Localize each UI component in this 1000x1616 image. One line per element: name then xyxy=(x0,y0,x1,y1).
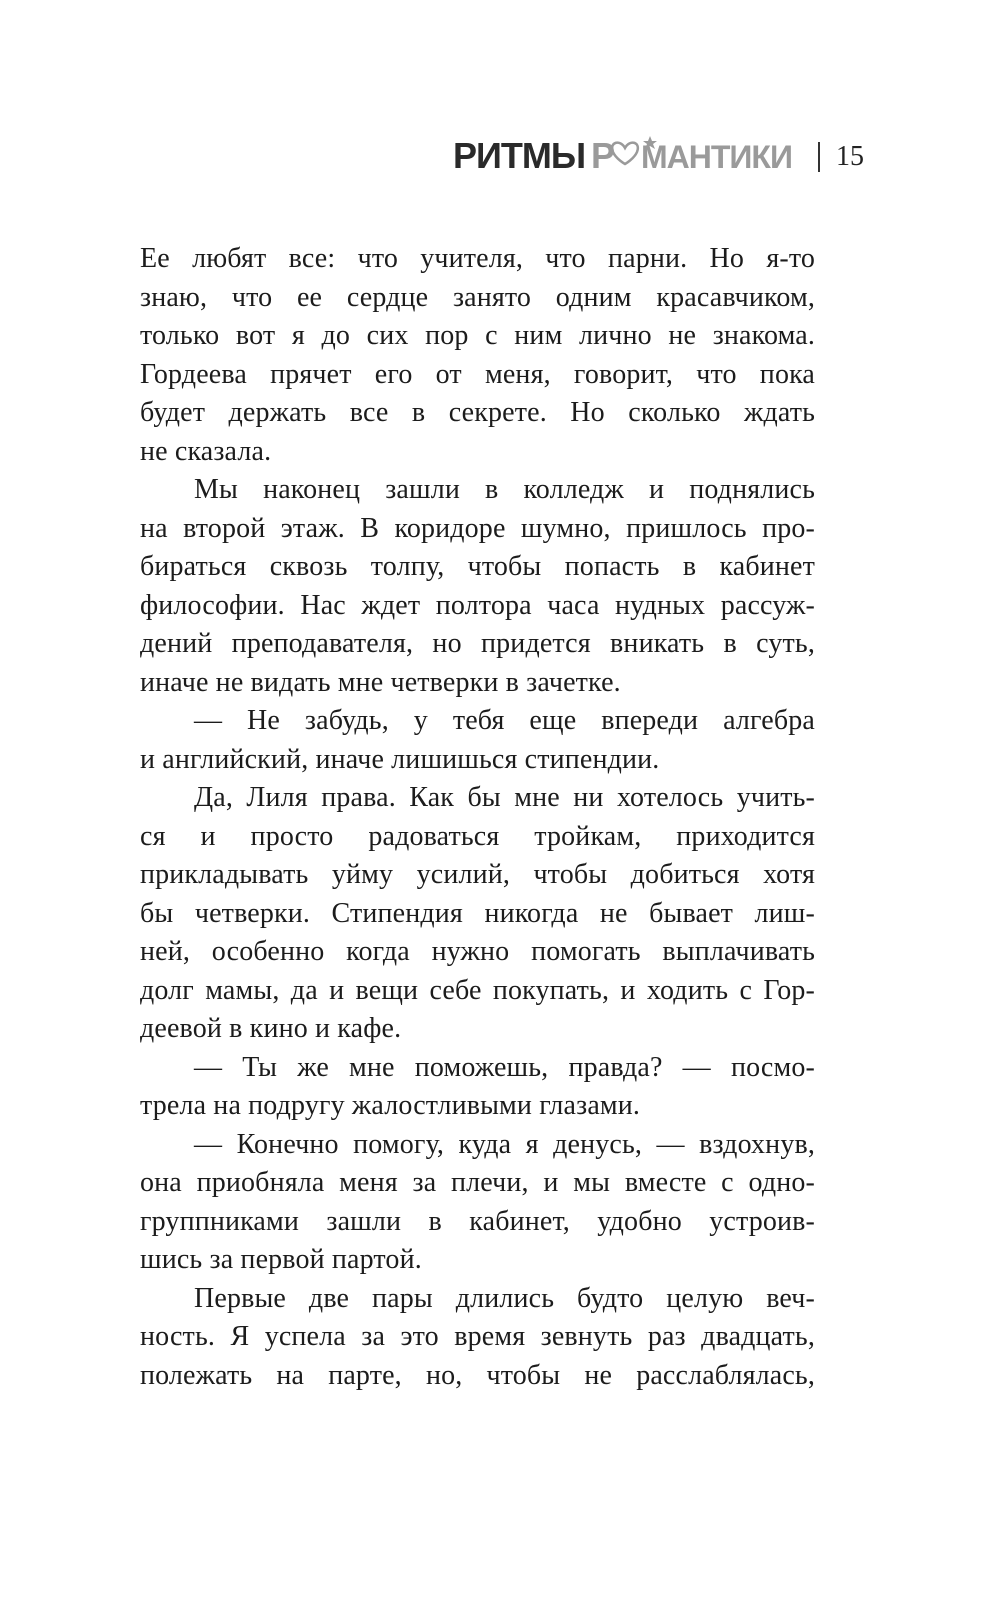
text-line: группниками зашли в кабинет, удобно устроив- xyxy=(140,1205,815,1237)
heart-icon xyxy=(612,143,638,164)
text-line: и английский, иначе лишишься стипендии. xyxy=(140,743,660,775)
text-line: знаю, что ее сердце занято одним красавчиком, xyxy=(140,281,815,313)
text-line: бы четверки. Стипендия никогда не бывает лиш- xyxy=(140,897,815,929)
text-line: ней, особенно когда нужно помогать выплачивать xyxy=(140,936,815,967)
text-line: трела на подругу жалостливыми глазами. xyxy=(140,1090,641,1121)
text-line: дений преподавателя, но придется вникать в суть, xyxy=(140,628,815,659)
text-line: прикладывать уйму усилий, чтобы добиться хотя xyxy=(140,859,815,890)
text-line: долг мамы, да и вещи себе покупать, и ходить с Гор- xyxy=(140,974,815,1006)
text-line: шись за первой партой. xyxy=(140,1244,422,1275)
series-title-part3: МАНТИКИ xyxy=(641,139,792,175)
text-line: ность. Я успела за это время зевнуть раз двадцать, xyxy=(140,1321,815,1352)
text-line: бираться сквозь толпу, чтобы попасть в кабинет xyxy=(140,551,815,582)
text-line: — Ты же мне поможешь, правда? — посмо- xyxy=(194,1051,815,1083)
text-line: только вот я до сих пор с ним лично не знакома. xyxy=(140,320,815,351)
series-logo xyxy=(453,134,795,176)
header-divider xyxy=(818,142,820,172)
text-line: Гордеева прячет его от меня, говорит, что пока xyxy=(140,358,815,390)
text-line: — Конечно помогу, куда я денусь, — вздохнув, xyxy=(194,1128,815,1160)
text-line: философии. Нас ждет полтора часа нудных рассуж- xyxy=(140,589,815,621)
text-line: Да, Лиля права. Как бы мне ни хотелось учить- xyxy=(194,782,815,813)
text-line: будет держать все в секрете. Но сколько ждать xyxy=(140,397,815,428)
series-logo-graphic xyxy=(453,134,795,176)
series-title-part1: РИТМЫ xyxy=(453,135,586,176)
text-line: — Не забудь, у тебя еще впереди алгебра xyxy=(194,705,815,736)
text-line: полежать на парте, но, чтобы не расслаблялась, xyxy=(140,1359,815,1391)
text-line: иначе не видать мне четверки в зачетке. xyxy=(140,666,621,698)
text-line: Мы наконец зашли в колледж и поднялись xyxy=(194,474,815,505)
text-line: Первые две пары длились будто целую веч- xyxy=(194,1282,815,1314)
text-line: на второй этаж. В коридоре шумно, пришлось про- xyxy=(140,512,815,544)
body-text xyxy=(140,240,815,1395)
running-header xyxy=(0,130,1000,180)
text-line: ся и просто радоваться тройкам, приходится xyxy=(140,820,815,852)
text-line: деевой в кино и кафе. xyxy=(140,1013,402,1044)
text-line: не сказала. xyxy=(140,435,272,467)
text-line: Ее любят все: что учителя, что парни. Но я-то xyxy=(140,243,815,274)
series-title-part2: Р xyxy=(591,135,616,176)
page-number: 15 xyxy=(836,141,864,172)
text-line: она приобняла меня за плечи, и мы вместе с одно- xyxy=(140,1167,815,1198)
